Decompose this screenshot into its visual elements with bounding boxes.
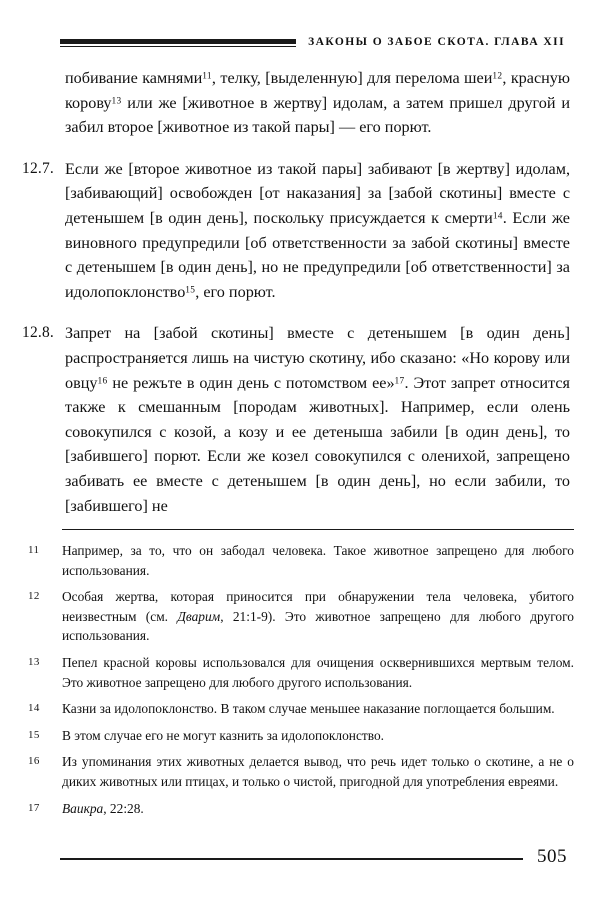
paragraph-number: 12.8. — [22, 324, 54, 342]
footnote-text: Особая жертва, которая приносится при обнаружении тела человека, убитого неизвестным (см. Дварим, 21:1-9). Это животное запрещено для любого другого использования. — [62, 589, 574, 644]
body-paragraph — [22, 157, 570, 305]
running-head — [0, 30, 600, 54]
footnote-text: Например, за то, что он забодал человека. Такое животное запрещено для любого использования. — [62, 543, 574, 578]
footnote-number: 17 — [28, 801, 40, 814]
footnote-text: Казни за идолопоклонство. В таком случае меньшее наказание поглощается большим. — [62, 701, 555, 717]
footnote-number: 16 — [28, 755, 40, 768]
running-head-title: ЗАКОНЫ О ЗАБОЕ СКОТА. ГЛАВА XII — [308, 36, 565, 48]
footnote-item — [22, 587, 574, 646]
footnotes-section — [22, 529, 574, 825]
paragraph-text: побивание камнями$^{11}$, телку, [выделенную] для перелома шеи$^{12}$, красную корову$^{13}$ или же [животное в жертву] идолам, а затем пришел другой и забил второе [животное из такой пары] — его порют. — [65, 69, 570, 137]
footnote-item — [22, 799, 574, 819]
page-footer — [0, 842, 600, 872]
paragraph-number: 12.7. — [22, 159, 54, 177]
footnote-text: Ваикра, 22:28. — [62, 800, 144, 816]
footnote-item — [22, 699, 574, 719]
paragraph-text: Запрет на [забой скотины] вместе с детенышем [в один день] распространяется лишь на чистую скотину, ибо сказано: «Но корову или овцу$^{16}$ не режъте в один день с потомством ее»$^{17}$. Этот запрет относится также к смешанным [породам животных]. Например, если олень совокупился с козой, а козу и ее детеныша забили [в один день], то [забившего] порют. Если же козел совокупился с оленихой, запрещено забивать ее вместе с детенышем [в один день], но если забили, то [забившего] не — [65, 324, 570, 515]
footnote-number: 12 — [28, 590, 40, 603]
footnote-number: 13 — [28, 655, 40, 668]
footnote-text: Из упоминания этих животных делается вывод, что речь идет только о скотине, а не о диких животных или птицах, и только о чистой, пригодной для употребления евреями. — [62, 754, 574, 789]
footnote-item — [22, 541, 574, 580]
body-text-column — [22, 66, 570, 535]
footnote-list — [22, 541, 574, 818]
footnote-item — [22, 752, 574, 791]
footnote-text: Пепел красной коровы использовался для очищения осквернившихся мертвым телом. Это животное запрещено для любого другого использования. — [62, 654, 574, 690]
footnote-number: 14 — [28, 702, 40, 715]
paragraph-text: Если же [второе животное из такой пары] забивают [в жертву] идолам, [забивающий] освобожден [от наказания] за [забой скотины] вместе с детенышем [в один день], поскольку присуждается к смерти$^{14}$. Если же виновного предупредили [об ответственности за забой скотины] вместе с детенышем [в один день], но не предупредили [об ответственности] за идолопоклонство$^{15}$, его порют. — [65, 159, 570, 301]
footnote-item — [22, 653, 574, 692]
footnote-separator-rule — [62, 529, 574, 530]
body-paragraph — [22, 66, 570, 140]
footnote-number: 15 — [28, 728, 40, 741]
footer-rule — [60, 858, 523, 860]
running-head-rule — [60, 39, 296, 47]
page-number: 505 — [537, 846, 567, 867]
footnote-text: В этом случае его не могут казнить за идолопоклонство. — [62, 727, 385, 743]
footnote-number: 11 — [28, 544, 40, 556]
footnote-item — [22, 726, 574, 746]
body-paragraph — [22, 321, 570, 518]
